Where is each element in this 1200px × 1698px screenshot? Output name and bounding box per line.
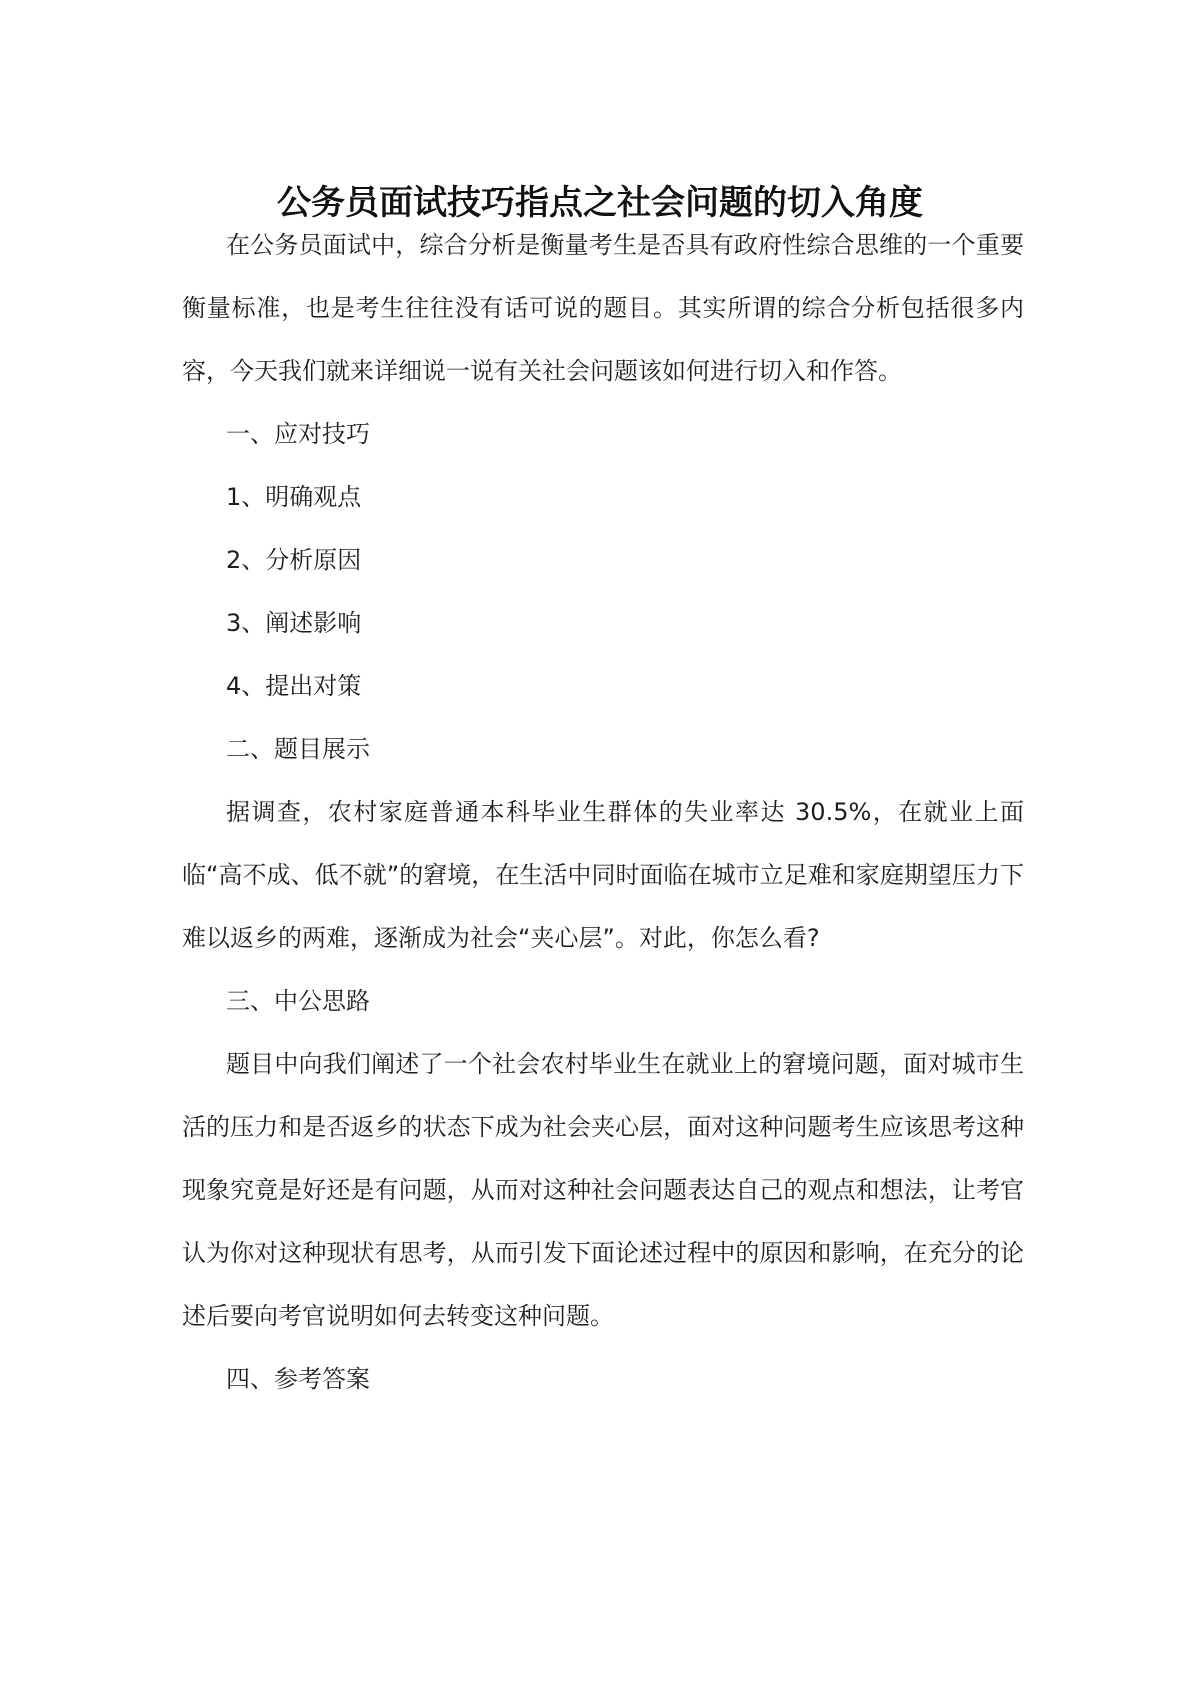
skill-item: 3、阐述影响 bbox=[226, 609, 362, 637]
intro-paragraph: 在公务员面试中，综合分析是衡量考生是否具有政府性综合思维的一个重要衡量标准，也是考生往往没有话可说的题目。其实所谓的综合分析包括很多内容，今天我们就来详细说一说有关社会问题该如何进行切入和作答。 bbox=[182, 231, 1024, 385]
section-heading-3: 三、中公思路 bbox=[226, 987, 370, 1015]
document-body bbox=[182, 214, 1024, 1411]
document-title: 公务员面试技巧指点之社会问题的切入角度 bbox=[277, 182, 923, 223]
section-heading-4: 四、参考答案 bbox=[226, 1365, 370, 1393]
skill-item: 4、提出对策 bbox=[226, 672, 362, 700]
skill-item: 1、明确观点 bbox=[226, 483, 362, 511]
section-heading-2: 二、题目展示 bbox=[226, 735, 370, 763]
section-heading-1: 一、应对技巧 bbox=[226, 420, 370, 448]
skill-item: 2、分析原因 bbox=[226, 546, 362, 574]
approach-paragraph: 题目中向我们阐述了一个社会农村毕业生在就业上的窘境问题，面对城市生活的压力和是否返乡的状态下成为社会夹心层，面对这种问题考生应该思考这种现象究竟是好还是有问题，从而对这种社会问题表达自己的观点和想法，让考官认为你对这种现状有思考，从而引发下面论述过程中的原因和影响，在充分的论述后要向考官说明如何去转变这种问题。 bbox=[182, 1050, 1024, 1330]
question-paragraph: 据调查，农村家庭普通本科毕业生群体的失业率达 30.5%，在就业上面临“高不成、低不就”的窘境，在生活中同时面临在城市立足难和家庭期望压力下难以返乡的两难，逐渐成为社会“夹心层”。对此，你怎么看? bbox=[182, 798, 1024, 952]
